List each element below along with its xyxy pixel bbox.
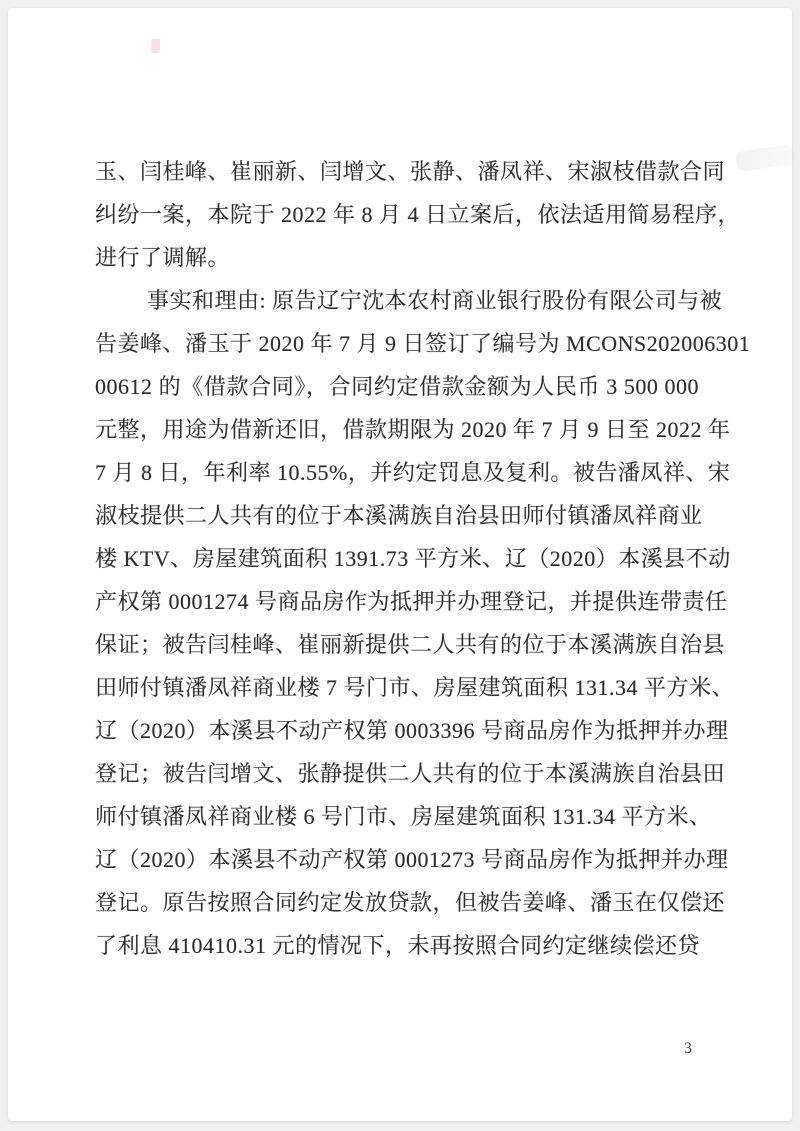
text-line: 登记；被告闫增文、张静提供二人共有的位于本溪满族自治县田 [95,761,726,786]
document-body-text [95,150,751,967]
document-page [8,8,792,1121]
text-line: 产权第 0001274 号商品房作为抵押并办理登记，并提供连带责任 [95,589,728,614]
text-line: 师付镇潘凤祥商业楼 6 号门市、房屋建筑面积 131.34 平方米、 [95,804,712,829]
text-line: 楼 KTV、房屋建筑面积 1391.73 平方米、辽（2020）本溪县不动 [95,546,731,571]
page-number: 3 [684,1040,692,1057]
text-line: 进行了调解。 [95,245,231,270]
scan-artifact-smudge [735,144,795,172]
text-line: 辽（2020）本溪县不动产权第 0003396 号商品房作为抵押并办理 [95,718,729,743]
text-line: 00612 的《借款合同》，合同约定借款金额为人民币 3 500 000 [95,374,699,399]
scan-artifact-pink [151,39,160,53]
text-line: 登记。原告按照合同约定发放贷款，但被告姜峰、潘玉在仅偿还 [95,890,726,915]
text-line: 事实和理由: 原告辽宁沈本农村商业银行股份有限公司与被 [147,288,723,313]
text-line: 告姜峰、潘玉于 2020 年 7 月 9 日签订了编号为 MCONS202006301 [95,331,751,356]
text-line: 元整，用途为借新还旧，借款期限为 2020 年 7 月 9 日至 2022 年 [95,417,731,442]
text-line: 辽（2020）本溪县不动产权第 0001273 号商品房作为抵押并办理 [95,847,729,872]
text-line: 淑枝提供二人共有的位于本溪满族自治县田师付镇潘凤祥商业 [95,503,703,528]
text-line: 保证；被告闫桂峰、崔丽新提供二人共有的位于本溪满族自治县 [95,632,726,657]
text-line: 了利息 410410.31 元的情况下，未再按照合同约定继续偿还贷 [95,933,701,958]
text-line: 田师付镇潘凤祥商业楼 7 号门市、房屋建筑面积 131.34 平方米、 [95,675,735,700]
text-line: 7 月 8 日，年利率 10.55%，并约定罚息及复利。被告潘凤祥、宋 [95,460,731,485]
text-line: 玉、闫桂峰、崔丽新、闫增文、张静、潘凤祥、宋淑枝借款合同 [95,159,726,184]
text-line: 纠纷一案，本院于 2022 年 8 月 4 日立案后，依法适用简易程序， [95,202,741,227]
